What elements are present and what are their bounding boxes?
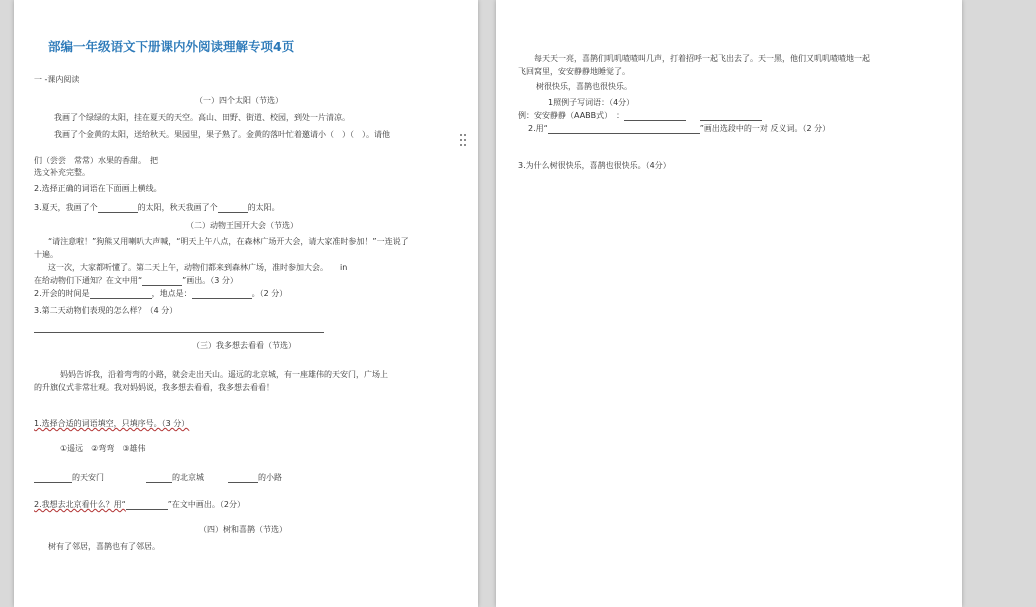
section-3-fill-row: 的天安门 的北京城 的小路 xyxy=(34,473,282,483)
section-3-options: ①遥远 ②弯弯 ③雄伟 xyxy=(60,444,146,453)
section-1-heading: （一）四个太阳（节选） xyxy=(195,96,283,105)
section-1-paragraph-4: 选文补充完整。 xyxy=(34,168,90,177)
right-example-row: 例：安安静静（AABB式） ： xyxy=(518,111,762,121)
right-paragraph-2: 飞回窝里，安安静静地睡觉了。 xyxy=(518,67,630,76)
section-1-paragraph-1: 我画了个绿绿的太阳，挂在夏天的天空。高山、田野、街道、校园，到处一片清凉。 xyxy=(54,113,350,122)
section-2-question-3: 3.第二天动物们表现的怎么样？（4 分） xyxy=(34,306,178,315)
section-1-paragraph-2: 我画了个金黄的太阳，送给秋天。果园里，果子熟了。金黄的落叶忙着邀请小（ ）（ ）。请他 xyxy=(54,130,390,139)
document-page-right xyxy=(496,0,962,607)
section-2-paragraph-2: 这一次，大家都听懂了。第二天上午，动物们都来到森林广场，准时参加大会。 in xyxy=(48,263,348,272)
section-3-paragraph-2: 的升旗仪式非常壮观。我对妈妈说，我多想去看看，我多想去看看！ xyxy=(34,383,274,392)
section-2-paragraph-1: “请注意啦！”狗熊又用喇叭大声喊，“明天上午八点，在森林广场开大会，请大家准时参加！”一连说了 xyxy=(48,237,409,246)
section-2-heading: （二）动物王国开大会（节选） xyxy=(186,221,298,230)
document-title: 部编一年级语文下册课内外阅读理解专项4页 xyxy=(48,39,295,54)
section-4-paragraph-1: 树有了邻居，喜鹊也有了邻居。 xyxy=(48,542,160,551)
right-question-1: 1照例子写词语：（4分） xyxy=(548,98,635,107)
right-question-3: 3.为什么树很快乐，喜鹊也很快乐。（4分） xyxy=(518,161,671,170)
section-1-paragraph-3: 们（尝尝 常常）水果的香甜。 把 xyxy=(34,156,158,165)
section-3-question-1: 1.选择合适的词语填空，只填序号。（3 分） xyxy=(34,419,190,428)
section-2-paragraph-1b: 十遍。 xyxy=(34,250,58,259)
section-2-paragraph-3: 在给动物们下通知？在文中用“ ”画出。（3 分） xyxy=(34,276,238,285)
section-3-paragraph-1: 妈妈告诉我，沿着弯弯的小路，就会走出天山。遥远的北京城，有一座雄伟的天安门，广场上 xyxy=(60,370,388,379)
right-question-2: 2.用“ ”画出选段中的一对 反义词。（2 分） xyxy=(528,124,831,133)
section-2-question-2: 2.开会的时间是 ，地点是： 。（2 分） xyxy=(34,289,288,298)
section-4-heading: （四）树和喜鹊（节选） xyxy=(199,525,287,534)
answer-line xyxy=(34,332,324,333)
part-heading: 一 -课内阅读 xyxy=(34,75,80,84)
section-1-question-3: 3.夏天，我画了个 的太阳，秋天我画了个 的太阳。 xyxy=(34,203,280,212)
document-page-left xyxy=(14,0,478,607)
right-paragraph-1: 每天天一亮，喜鹊们叽叽喳喳叫几声，打着招呼一起飞出去了。天一黑，他们又叽叽喳喳地一起 xyxy=(534,54,870,63)
section-1-question-2: 2.选择正确的词语在下面画上横线。 xyxy=(34,184,162,193)
section-3-question-2: 2.我想去北京看什么？用“ ”在文中画出。（2分） xyxy=(34,500,246,509)
section-3-heading: （三）我多想去看看（节选） xyxy=(192,341,296,350)
right-paragraph-3: 树很快乐，喜鹊也很快乐。 xyxy=(536,82,632,91)
drag-handle-icon[interactable] xyxy=(460,134,468,148)
